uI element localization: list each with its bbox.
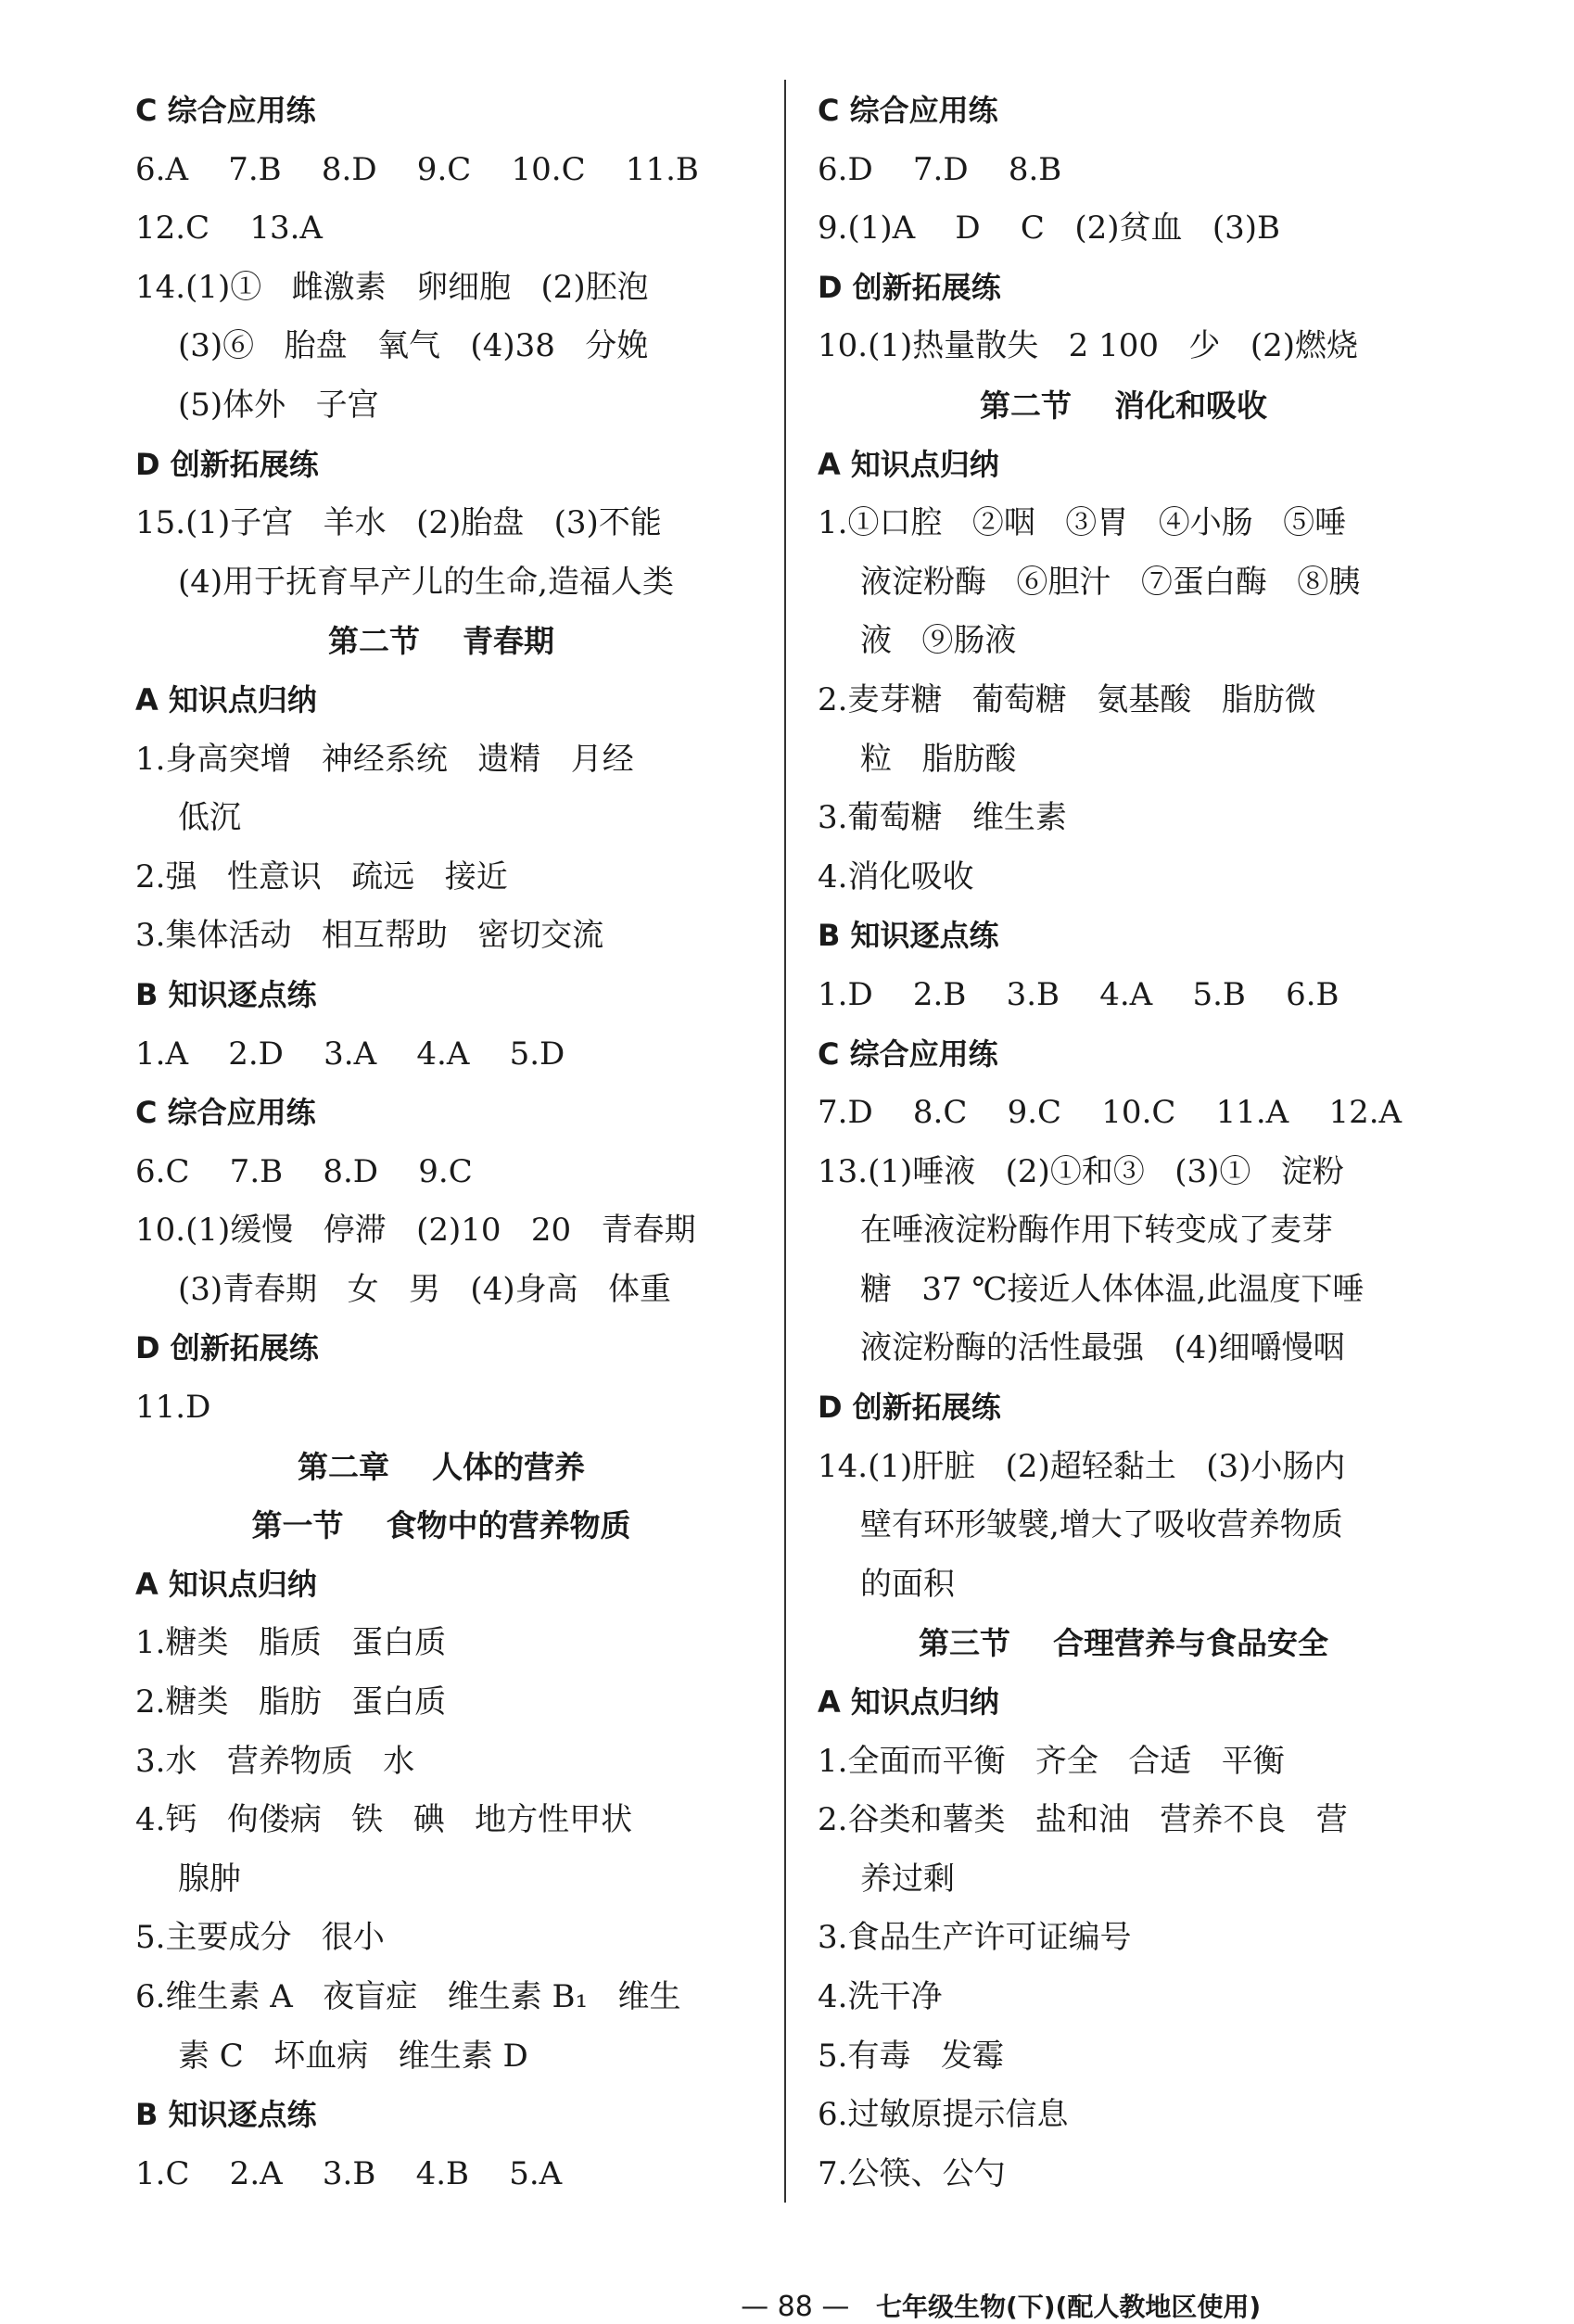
answer-line: 14.(1)肝脏 (2)超轻黏土 (3)小肠内 [818,1447,1346,1485]
answer-line: 2.谷类和薯类 盐和油 营养不良 营 [818,1801,1348,1839]
answer-line: 6.C 7.B 8.D 9.C [135,1152,473,1190]
chapter-title: 第二章 人体的营养 [298,1448,585,1485]
answer-continuation: 养过剩 [860,1860,955,1898]
page-number: — 88 — [741,2291,850,2323]
answer-line: 1.A 2.D 3.A 4.A 5.D [135,1035,565,1073]
answer-line: 5.主要成分 很小 [135,1919,385,1957]
answer-continuation: 壁有环形皱襞,增大了吸收营养物质 [860,1506,1343,1544]
answer-line: 3.水 营养物质 水 [135,1742,415,1780]
answer-continuation: 液淀粉酶 ⑥胆汁 ⑦蛋白酶 ⑧胰 [860,563,1361,601]
answer-line: 11.D [135,1389,211,1427]
answer-line: 1.糖类 脂质 蛋白质 [135,1624,447,1662]
answer-continuation: 的面积 [860,1565,955,1603]
answer-line: 2.麦芽糖 葡萄糖 氨基酸 脂肪微 [818,680,1316,718]
answer-line: 2.强 性意识 疏远 接近 [135,857,508,895]
section-heading: D 创新拓展练 [135,1330,319,1366]
answer-line: 1.①口腔 ②咽 ③胃 ④小肠 ⑤唾 [818,504,1347,542]
section-heading: D 创新拓展练 [818,1390,1001,1426]
right-answer-column [818,82,1429,2203]
answer-line: 3.葡萄糖 维生素 [818,799,1067,837]
answer-line: 1.全面而平衡 齐全 合适 平衡 [818,1742,1285,1780]
answer-line: 6.维生素 A 夜盲症 维生素 B₁ 维生 [135,1978,681,2015]
section-heading: D 创新拓展练 [818,269,1001,305]
answer-continuation: 液 ⑨肠液 [860,622,1017,660]
answer-line: 14.(1)① 雌激素 卵细胞 (2)胚泡 [135,268,649,306]
answer-line: 13.(1)唾液 (2)①和③ (3)① 淀粉 [818,1152,1344,1190]
page-footer [723,2254,1261,2324]
section-heading: C 综合应用练 [818,93,998,128]
section-heading: C 综合应用练 [818,1035,998,1072]
section-heading: C 综合应用练 [135,93,316,128]
section-heading: B 知识逐点练 [135,976,317,1012]
answer-line: 15.(1)子宫 羊水 (2)胎盘 (3)不能 [135,504,662,542]
answer-line: 5.有毒 发霉 [818,2037,1004,2075]
answer-line: 10.(1)热量散失 2 100 少 (2)燃烧 [818,327,1358,365]
answer-line: 10.(1)缓慢 停滞 (2)10 20 青春期 [135,1212,696,1250]
answer-line: 2.糖类 脂肪 蛋白质 [135,1683,447,1721]
answer-continuation: (5)体外 子宫 [178,386,379,424]
answer-line: 6.过敏原提示信息 [818,2096,1069,2134]
answer-continuation: (4)用于抚育早产儿的生命,造福人类 [178,563,674,601]
answer-line: 6.D 7.D 8.B [818,150,1062,188]
answer-line: 3.集体活动 相互帮助 密切交流 [135,917,604,955]
left-answer-column [135,82,747,2203]
answer-line: 7.D 8.C 9.C 10.C 11.A 12.A [818,1094,1403,1132]
answer-line: 3.食品生产许可证编号 [818,1919,1132,1957]
column-divider [784,80,786,2203]
answer-continuation: 在唾液淀粉酶作用下转变成了麦芽 [860,1212,1333,1250]
section-heading: B 知识逐点练 [135,2097,317,2133]
answer-line: 1.身高突增 神经系统 遗精 月经 [135,740,634,778]
answer-continuation: 素 C 坏血病 维生素 D [178,2037,528,2075]
section-heading: C 综合应用练 [135,1095,316,1131]
answer-line: 4.消化吸收 [818,857,974,895]
chapter-title: 第二节 消化和吸收 [980,387,1267,424]
answer-continuation: 液淀粉酶的活性最强 (4)细嚼慢咽 [860,1329,1345,1367]
answer-continuation: (3)⑥ 胎盘 氧气 (4)38 分娩 [178,327,649,365]
section-heading: B 知识逐点练 [818,918,999,954]
answer-continuation: 腺肿 [178,1860,241,1898]
answer-line: 1.D 2.B 3.B 4.A 5.B 6.B [818,975,1339,1013]
answer-line: 4.洗干净 [818,1978,943,2015]
answer-line: 4.钙 佝偻病 铁 碘 地方性甲状 [135,1801,633,1839]
chapter-title: 第三节 合理营养与食品安全 [919,1625,1328,1662]
section-heading: D 创新拓展练 [135,446,319,482]
book-title: 七年级生物(下)(配人教地区使用) [875,2292,1262,2322]
answer-continuation: 粒 脂肪酸 [860,740,1017,778]
answer-continuation: 糖 37 ℃接近人体体温,此温度下唾 [860,1270,1365,1308]
chapter-title: 第一节 食物中的营养物质 [251,1507,631,1544]
section-heading: A 知识点归纳 [818,446,999,482]
section-heading: A 知识点归纳 [135,681,317,718]
answer-line: 7.公筷、公勺 [818,2154,1006,2192]
answer-line: 6.A 7.B 8.D 9.C 10.C 11.B [135,150,699,188]
answer-continuation: (3)青春期 女 男 (4)身高 体重 [178,1270,672,1308]
section-heading: A 知识点归纳 [135,1566,317,1602]
answer-line: 12.C 13.A [135,210,323,248]
answer-continuation: 低沉 [178,799,241,837]
section-heading: A 知识点归纳 [818,1684,999,1721]
answer-line: 9.(1)A D C (2)贫血 (3)B [818,210,1281,248]
answer-line: 1.C 2.A 3.B 4.B 5.A [135,2154,563,2192]
chapter-title: 第二节 青春期 [328,623,554,660]
